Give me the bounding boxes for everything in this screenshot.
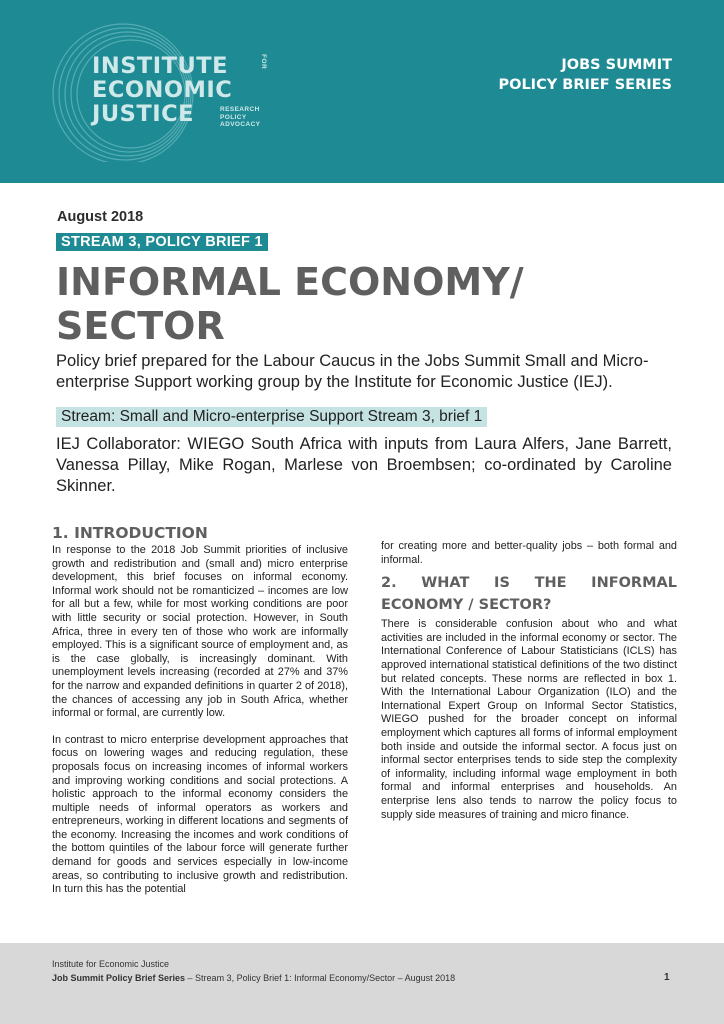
logo-sub-advocacy: ADVOCACY	[220, 121, 261, 128]
what-is-informal-heading: 2. WHAT IS THE INFORMAL ECONOMY / SECTOR?	[381, 575, 677, 614]
logo-for: FOR	[260, 54, 267, 70]
logo-sub-policy: POLICY	[220, 113, 247, 121]
logo-sub-research: RESEARCH	[220, 106, 260, 113]
logo-line-2: ECONOMIC	[92, 77, 233, 103]
logo-line-3: JUSTICE	[92, 101, 194, 127]
header-banner	[0, 0, 724, 183]
logo	[92, 53, 267, 128]
column-left	[52, 522, 348, 897]
introduction-heading: 1. INTRODUCTION	[52, 524, 208, 542]
footer-series-title: Job Summit Policy Brief Series	[52, 973, 186, 983]
footer-series	[52, 973, 455, 983]
what-is-informal-paragraph: There is considerable confusion about who and what activities are included in the informal economy or sector. The International Conference of Labour Statisticians (ICLS) has approved international statistical definitions of the two distinct but related concepts. These norms are reflected in box 1. With the International Labour Organization (ILO) and the International Expert Group on Informal Sector Statistics, WIEGO pushed for the broader concept on informal employment which captures all forms of informal employment both inside and outside the informal sector. A focus just on informal sector enterprises tends to side step the complexity of informality, including informal wage employment in both formal and informal enterprises and households. An enterprise lens also tends to narrow the policy focus to supply side measures of training and micro finance.	[381, 618, 677, 821]
logo-subtitle	[220, 106, 260, 129]
collaborator-text: IEJ Collaborator: WIEGO South Africa with inputs from Laura Alfers, Jane Barrett, Vanessa Pillay, Mike Rogan, Marlese von Broembsen; co-ordinated by Caroline Skinner.	[56, 435, 672, 495]
introduction-paragraph-1: In response to the 2018 Job Summit priorities of inclusive growth and redistribution and (small and) micro enterprise development, this brief focuses on informal economy. Informal work should not be romanticized – incomes are low for all but a few, while for most working conditions are poor with little security or social protection. However, in South Africa, three in every ten of those who work are informally employed. This is a significant source of employment and, as is the case globally, is increasingly dominant. With unemployment levels increasing (recorded at 27% and 37% for the narrow and expanded definitions in quarter 2 of 2018), the chances of accessing any job in South Africa, whether informal or formal, are currently low.	[52, 544, 348, 720]
series-line-1: JOBS SUMMIT	[561, 57, 672, 73]
introduction-paragraph-2: In contrast to micro enterprise development approaches that focus on lowering wages and reducing regulation, these proposals focus on increasing incomes of informal workers and improving working conditions and social protections. A holistic approach to the informal economy considers the multiple needs of informal operators as workers and entrepreneurs, working in different locations and segments of the economy. Increasing the incomes and work conditions of the bottom quintiles of the labour force will generate further demand for goods and services especially in low-income areas, so contributing to inclusive growth and redistribution. In turn this has the potential	[52, 733, 348, 896]
footer-organization: Institute for Economic Justice	[52, 959, 170, 969]
publication-date: August 2018	[57, 209, 144, 225]
column-right	[381, 540, 677, 822]
series-line-2: POLICY BRIEF SERIES	[498, 77, 672, 93]
intro-description: Policy brief prepared for the Labour Caucus in the Jobs Summit Small and Micro-enterprise Support working group by the Institute for Economic Justice (IEJ).	[56, 352, 649, 391]
series-title	[498, 55, 672, 95]
page-title: INFORMAL ECONOMY/ SECTOR	[56, 260, 524, 348]
stream-badge: STREAM 3, POLICY BRIEF 1	[56, 233, 268, 251]
logo-line-1: INSTITUTE	[92, 53, 228, 79]
stream-line: Stream: Small and Micro-enterprise Support Stream 3, brief 1	[56, 407, 487, 427]
footer-series-detail: – Stream 3, Policy Brief 1: Informal Economy/Sector – August 2018	[185, 973, 456, 983]
footer	[0, 943, 724, 1024]
page-number: 1	[664, 972, 670, 983]
introduction-paragraph-2-continued: for creating more and better-quality jobs – both formal and informal.	[381, 540, 677, 566]
